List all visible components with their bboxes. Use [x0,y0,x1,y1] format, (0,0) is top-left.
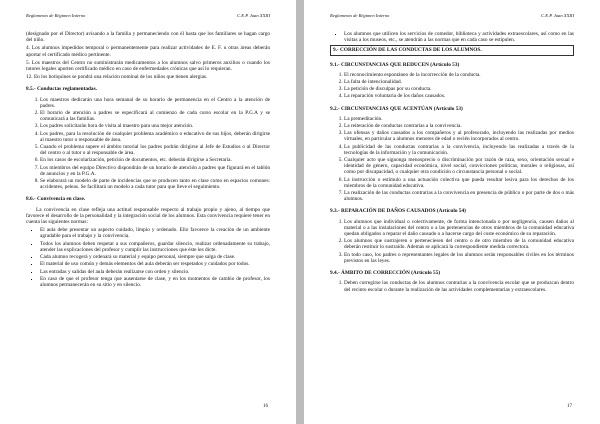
list-item: 8. Se elaborará un modelo de parte de incidencias que se producen tanto en clase como en espacios comunes: accidentes, peleas. Se facilitará un modelo a cada tutor para que lleve el seguimiento. [40,178,270,190]
numbered-list [330,116,574,203]
page-number: 16 [263,404,268,409]
bullet-list [330,31,574,43]
list-item: 7. Los miembros del equipo Directivo dispondrán de un horario de atención a padres que figurará en el tablón de anuncios y en la P.G.A. [40,165,270,177]
page-right [304,0,600,424]
list-item: 3. Las ofensas y daños causados a los compañeros y al profesorado, incluyendo las realizadas por medios virtuales, en particular a alumnos menores de edad o recién incorporados al centro. [344,130,574,142]
header-school: C.E.P. Juan XXIII [237,13,270,18]
numbered-list [26,97,270,191]
list-item: 1. Los maestros dedicarán una hora semanal de su horario de permanencia en el Centro a la atención de padres. [40,97,270,109]
list-item: ▪ El material de uso común y demás elementos del aula deberán ser respetados y cuidados por todos. [40,261,270,267]
page-number: 17 [567,404,572,409]
list-item: ▪ Cada alumno recogerá y ordenará su material y equipo personal, siempre que salga de clase. [40,254,270,260]
page-left [0,0,296,424]
list-item: 1. Los alumnos que individual o colectivamente, de forma intencionada o por negligencia, causen daños al material o a las instalaciones del centro o a las pertenencias de otros miembros de la comunidad educativa quedan obligados a reparar el daño causado o a hacerse cargo del coste económico de su reparación. [344,219,574,238]
list-item: 6. En los casos de escolarización, petición de documentos, etc. deberán dirigirse a Secretaría. [40,157,270,163]
chapter-heading: 9.- CORRECCIÓN DE LAS CONDUCTAS DE LOS ALUMNOS. [330,45,574,55]
list-item: 1. El reconocimiento espontáneo de la incorrección de la conducta. [344,72,574,78]
header-title: Reglamento de Régimen Interno [330,13,390,18]
list-item: 6. La instrucción o estímulo a una actuación colectiva que pueda resultar lesiva para los derechos de los miembros de la comunidad educativa. [344,177,574,189]
list-item: 4. Los padres, para la resolución de cualquier problema académico o educativo de sus hijos, deberán dirigirse al maestro tutor o responsable de área. [40,131,270,143]
numbered-list [330,280,574,292]
paragraph: 5. Los maestros del Centro no suministrarán medicamentos a los alumnos salvo primeros auxilios o cuando los tutores legales aporten certificado médico en caso de enfermedades crónicas que así lo requieran. [26,59,270,73]
list-item: 2. Los alumnos que sustrajeren o perteneciesen del centro o de otro miembro de la comunidad educativa deberán restituir lo sustraído. Además se aplicará la correspondiente medida correctora. [344,238,574,250]
page-header [26,13,270,21]
bullet-list [26,227,270,288]
list-item: 4. La publicidad de las conductas contrarias a la convivencia, incluyendo las realizadas a través de la tecnologías de la información y la comunicación. [344,144,574,156]
page-content [26,31,270,290]
list-item: 2. El horario de atención a padres se especificará al comienzo de cada curso escolar en la P.G.A y se comunicará a las familias. [40,110,270,122]
section-heading: 8.5.- Conductas reglamentadas. [26,86,97,93]
page-content [330,31,574,295]
list-item: 2. La reiteración de conductas contrarias a la convivencia. [344,123,574,129]
list-item: ▪ En caso de que el profesor tenga que ausentarse de clase, y en los momentos de cambio de profesor, los alumnos permanecerán en su sitio y en silencio. [40,276,270,288]
list-item: 5. Cuando el problema supere el ámbito tutorial los padres podrán dirigirse al Jefe de Estudios o al Director del centro o al tutor o al responsable de área. [40,144,270,156]
section-heading: 9.4.- ÁMBITO DE CORRECCIÓN (Artículo 55) [330,270,441,277]
paragraph: (designado por el Director) avisando a la familia y permaneciendo con él hasta que los familiares se hagan cargo del niño. [26,31,270,44]
paragraph: 12. En los botiquines se pondrá una relación nominal de los niños que tienen alergias. [26,74,208,81]
list-item: 7. La realización de las conductas contrarias a la convivencia en presencia de público o por parte de dos o más alumnos. [344,190,574,202]
section-heading: 9.2.- CIRCUNSTANCIAS QUE ACENTÚAN (Artículo 53) [330,105,463,112]
list-item: 3. En todo caso, los padres o representantes legales de los alumnos serán responsables civiles en los términos previstos en las leyes. [344,252,574,264]
header-title: Reglamento de Régimen Interno [26,13,86,18]
list-item: 1. La premeditación. [344,116,574,122]
section-heading: 8.6.- Convivencia en clase. [26,196,86,203]
section-heading: 9.3.- REPARACIÓN DE DAÑOS CAUSADOS (Artículo 54) [330,208,466,215]
list-item: 1. Deben corregirse las conductas de los alumnos contrarias a la convivencia escolar que se produzcan dentro del recinto escolar o durante la realización de las actividades complementarias y extraescolares. [344,280,574,292]
numbered-list [330,72,574,100]
paragraph: 4. Los alumnos impedidos temporal o permanentemente para realizar actividades de E. F. u otras áreas deberán aportar el certificado médico pertinente. [26,45,270,58]
list-item: ▪ Los alumnos que utilicen los servicios de comedor, biblioteca y actividades extraescolares, así como en las visitas a los museos, etc., se atendrán a las normas que en cada caso se estipulen. [344,31,574,43]
list-item: ▪ El aula debe presentar un aspecto cuidado, limpio y ordenado. Ello favorece la creación de un ambiente agradable para el trabajo y la convivencia. [40,227,270,239]
list-item: 3. Los padres solicitarán hora de visita al maestro para una mejor atención. [40,123,270,129]
list-item: 3. La petición de disculpas por su conducta. [344,86,574,92]
list-item: ▪ Las entradas y salidas del aula deberán realizarse con orden y silencio. [40,269,270,275]
section-heading: 9.1.- CIRCUNSTANCIAS QUE REDUCEN (Artículo 53) [330,61,460,68]
list-item: ▪ Todos los alumnos deben respetar a sus compañeros, guardar silencio, realizar ordenadamente su trabajo, atender las explicaciones del profesor y cumplir las instrucciones que éste les dicte. [40,241,270,253]
list-item: 5. Cualquier acto que signonga menosprecio o discriminación por razón de raza, sexo, orientación sexual e identidad de género, capacidad económica, nivel social, convicciones políticas, morales o religiosas, así como por discapacidad, o cualquier otra condición o circunstancia personal o social. [344,157,574,176]
numbered-list [330,219,574,264]
header-school: C.E.P. Juan XXIII [541,13,574,18]
list-item: 4. La reparación voluntaria de los daños causados. [344,93,574,99]
paragraph: La convivencia en clase refleja una actitud responsable respecto al trabajo propio y ajeno, al tiempo que favorece el desarrollo de la personalidad y la integración social de los alumnos. Esta convivencia requiere tener en cuenta las siguientes normas: [26,206,270,226]
list-item: 2. La falta de intencionalidad. [344,79,574,85]
page-header [330,13,574,21]
